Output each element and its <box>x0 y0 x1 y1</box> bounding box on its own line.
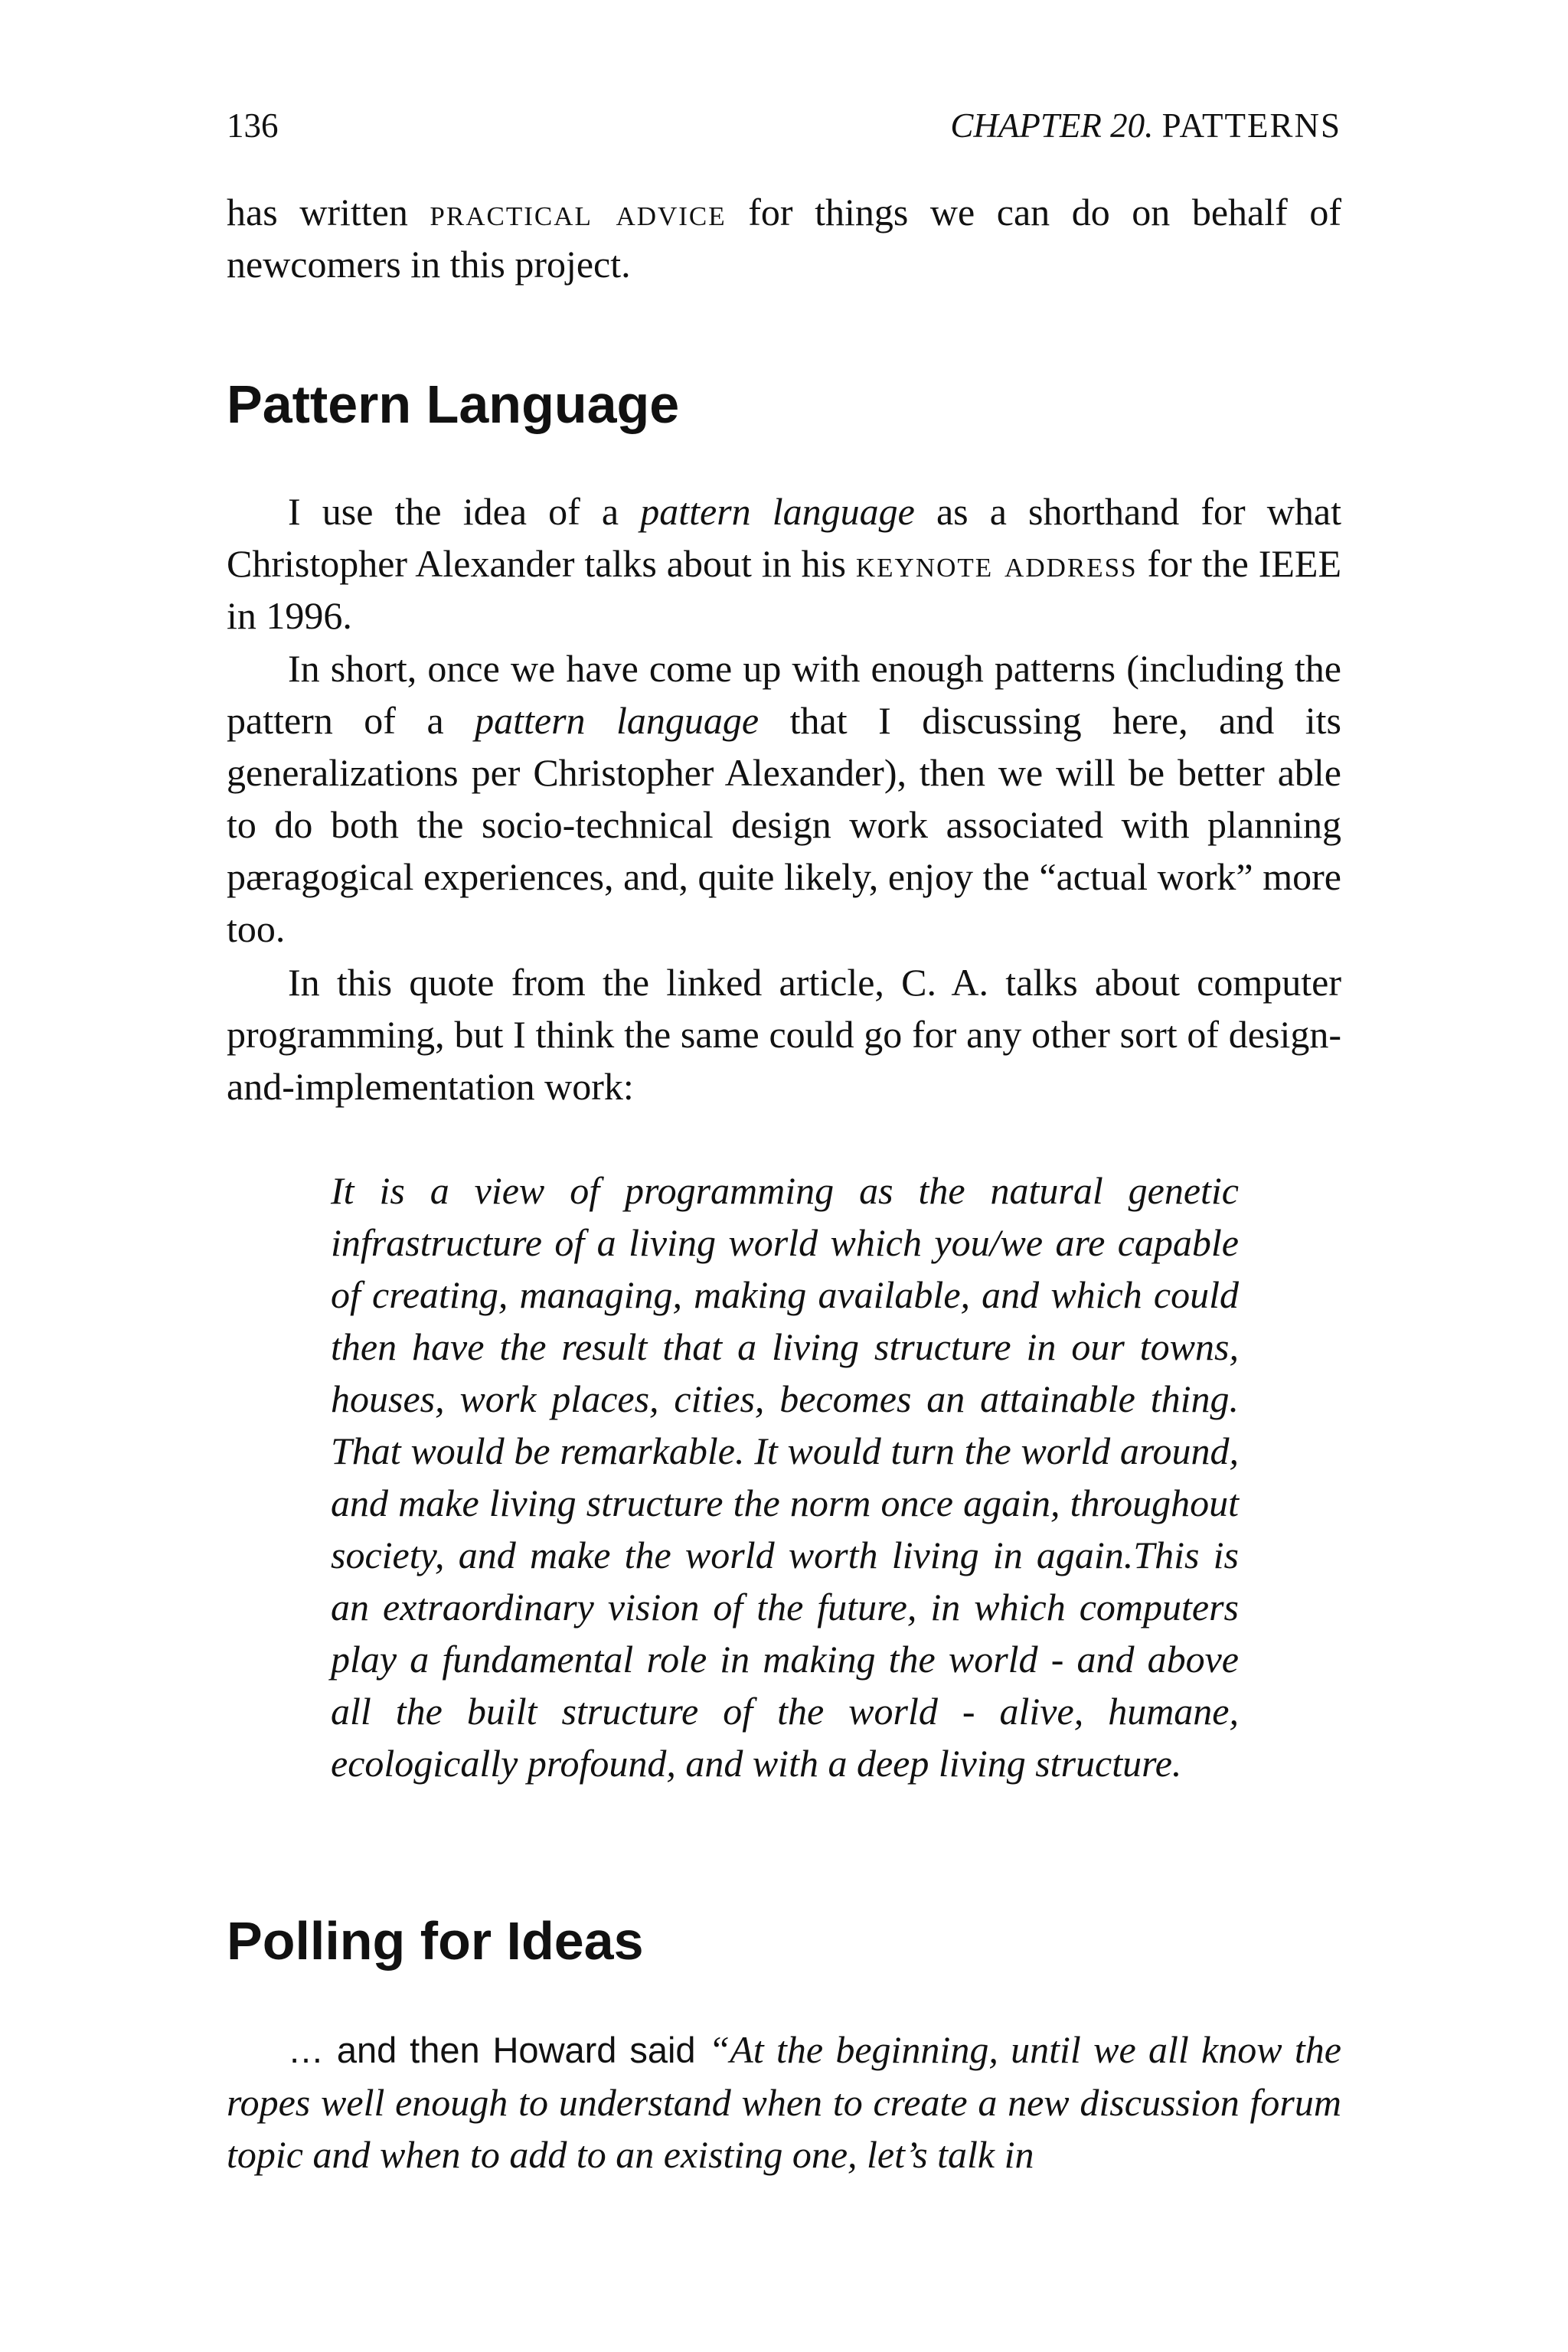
chapter-header <box>950 106 1341 145</box>
section-heading-pattern-language: Pattern Language <box>227 374 680 434</box>
emphasis: pattern language <box>640 490 915 533</box>
paragraph <box>227 2024 1341 2180</box>
paragraph-text: … and then Howard said <box>288 2030 709 2070</box>
paragraph-text: that I discussing here, and its generalizations per Christopher Alexander), then we will be better able to do both the socio-technical design work associated with planning pæragogical experiences, and, quite likely, enjoy the “actual work” more too. <box>227 699 1341 950</box>
intro-text-continued: for things we can do on behalf of newcomers in this project. <box>227 191 1341 286</box>
practical-advice-link[interactable]: practical advice <box>430 191 727 234</box>
intro-paragraph <box>227 186 1341 290</box>
intro-text: has written <box>227 191 430 234</box>
chapter-label: CHAPTER 20. <box>950 106 1154 145</box>
paragraph <box>227 485 1341 642</box>
chapter-title: PATTERNS <box>1161 106 1341 145</box>
paragraph-text: In short, once we have come up with enough patterns (including the pattern of a <box>227 647 1341 742</box>
page-number: 136 <box>227 106 279 145</box>
emphasis: pattern language <box>475 699 760 742</box>
block-quote: It is a view of programming as the natural genetic infrastructure of a living world which you/we are capable of creating, managing, making available, and which could then have the result that a living structure in our towns, houses, work places, cities, becomes an attainable thing. That would be remarkable. It would turn the world around, and make living structure the norm once again, throughout society, and make the world worth living in again.This is an extraordinary vision of the future, in which computers play a fundamental role in making the world - and above all the built structure of the world - alive, humane, ecologically profound, and with a deep living structure. <box>331 1169 1239 1785</box>
paragraph-text: as a shorthand for what Christopher Alexander talks about in his <box>227 490 1341 585</box>
quoted-speech: “At the beginning, until we all know the ropes well enough to understand when to create a new discussion forum topic and when to add to an existing one, let’s talk in <box>227 2028 1341 2176</box>
paragraph: In this quote from the linked article, C. A. talks about computer programming, but I think the same could go for any other sort of design-and-implementation work: <box>227 961 1341 1108</box>
paragraph-text: I use the idea of a <box>288 490 641 533</box>
running-head <box>227 106 1341 152</box>
keynote-address-link[interactable]: keynote address <box>855 542 1138 585</box>
paragraph <box>227 642 1341 955</box>
paragraph-text: for the IEEE in 1996. <box>227 542 1341 637</box>
section-heading-polling-for-ideas: Polling for Ideas <box>227 1911 644 1971</box>
